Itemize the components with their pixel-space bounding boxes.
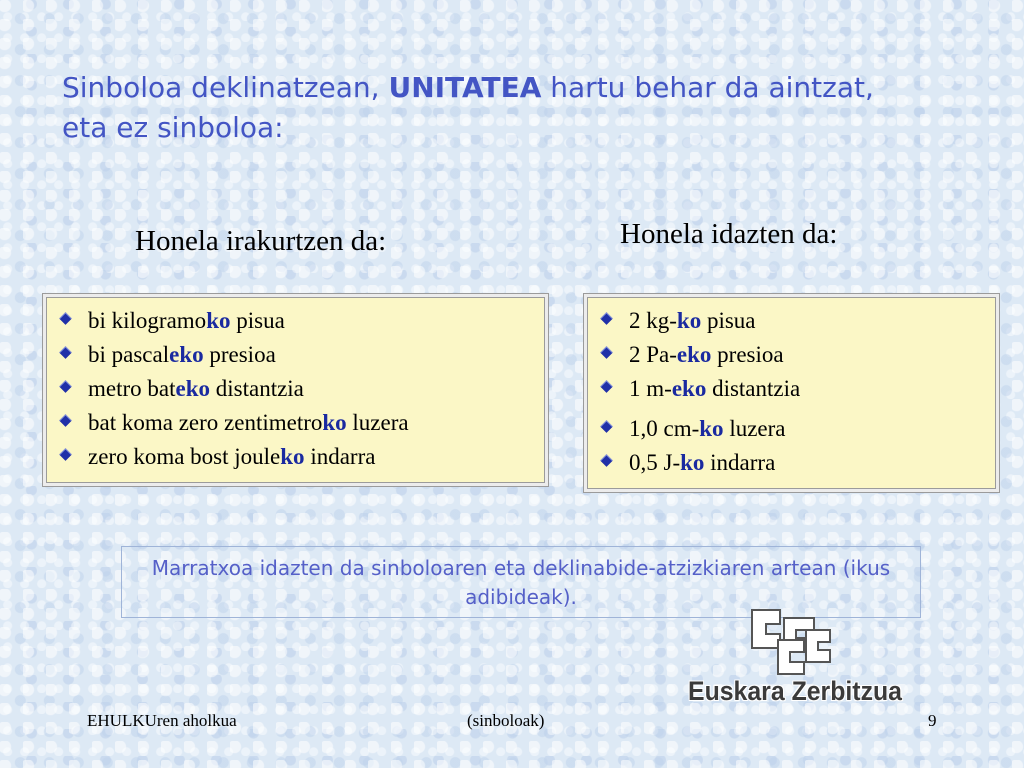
- list-item: 1 m-eko distantzia: [598, 376, 800, 402]
- list-item: zero koma bost jouleko indarra: [57, 444, 375, 470]
- logo-label: Euskara Zerbitzua: [688, 676, 902, 706]
- diamond-bullet-icon: [600, 420, 613, 433]
- suffix: eko: [671, 376, 707, 401]
- list-item: bi kilogramoko pisua: [57, 308, 285, 334]
- diamond-bullet-icon: [59, 380, 72, 393]
- list-item: bi pascaleko presioa: [57, 342, 276, 368]
- suffix: eko: [169, 342, 204, 367]
- heading-write: Honela idazten da:: [620, 218, 838, 250]
- diamond-bullet-icon: [600, 346, 613, 359]
- diamond-bullet-icon: [600, 454, 613, 467]
- list-item: bat koma zero zentimetroko luzera: [57, 410, 409, 436]
- title-strong: UNITATEA: [388, 71, 542, 104]
- list-item: metro bateko distantzia: [57, 376, 304, 402]
- suffix: ko: [280, 444, 305, 469]
- title-text-before: Sinboloa deklinatzean,: [62, 71, 389, 104]
- suffix: ko: [676, 308, 702, 333]
- suffix: ko: [680, 450, 705, 475]
- hyphen-note: Marratxoa idazten da sinboloaren eta deklinabide-atzizkiaren artean (ikus adibideak).: [121, 546, 921, 618]
- list-item: 1,0 cm-ko luzera: [598, 416, 786, 442]
- suffix: eko: [676, 342, 712, 367]
- suffix: ko: [322, 410, 347, 435]
- list-item: 2 Pa-eko presioa: [598, 342, 784, 368]
- euskara-zerbitzua-logo-icon: [680, 600, 900, 730]
- suffix: ko: [206, 308, 231, 333]
- slide-title: [62, 68, 922, 148]
- suffix: eko: [175, 376, 210, 401]
- page-number: 9: [928, 711, 937, 730]
- footer-center: (sinboloak): [467, 711, 545, 730]
- diamond-bullet-icon: [59, 346, 72, 359]
- read-examples-panel: [46, 297, 545, 483]
- write-examples-panel: [587, 297, 996, 489]
- diamond-bullet-icon: [600, 380, 613, 393]
- diamond-bullet-icon: [600, 312, 613, 325]
- list-item: 0,5 J-ko indarra: [598, 450, 775, 476]
- diamond-bullet-icon: [59, 312, 72, 325]
- list-item: 2 kg-ko pisua: [598, 308, 756, 334]
- suffix: ko: [699, 416, 724, 441]
- diamond-bullet-icon: [59, 448, 72, 461]
- heading-read: Honela irakurtzen da:: [135, 225, 387, 257]
- footer-left: EHULKUren aholkua: [87, 711, 237, 730]
- title-text-after: hartu behar da aintzat, eta ez sinboloa:: [62, 71, 874, 144]
- diamond-bullet-icon: [59, 414, 72, 427]
